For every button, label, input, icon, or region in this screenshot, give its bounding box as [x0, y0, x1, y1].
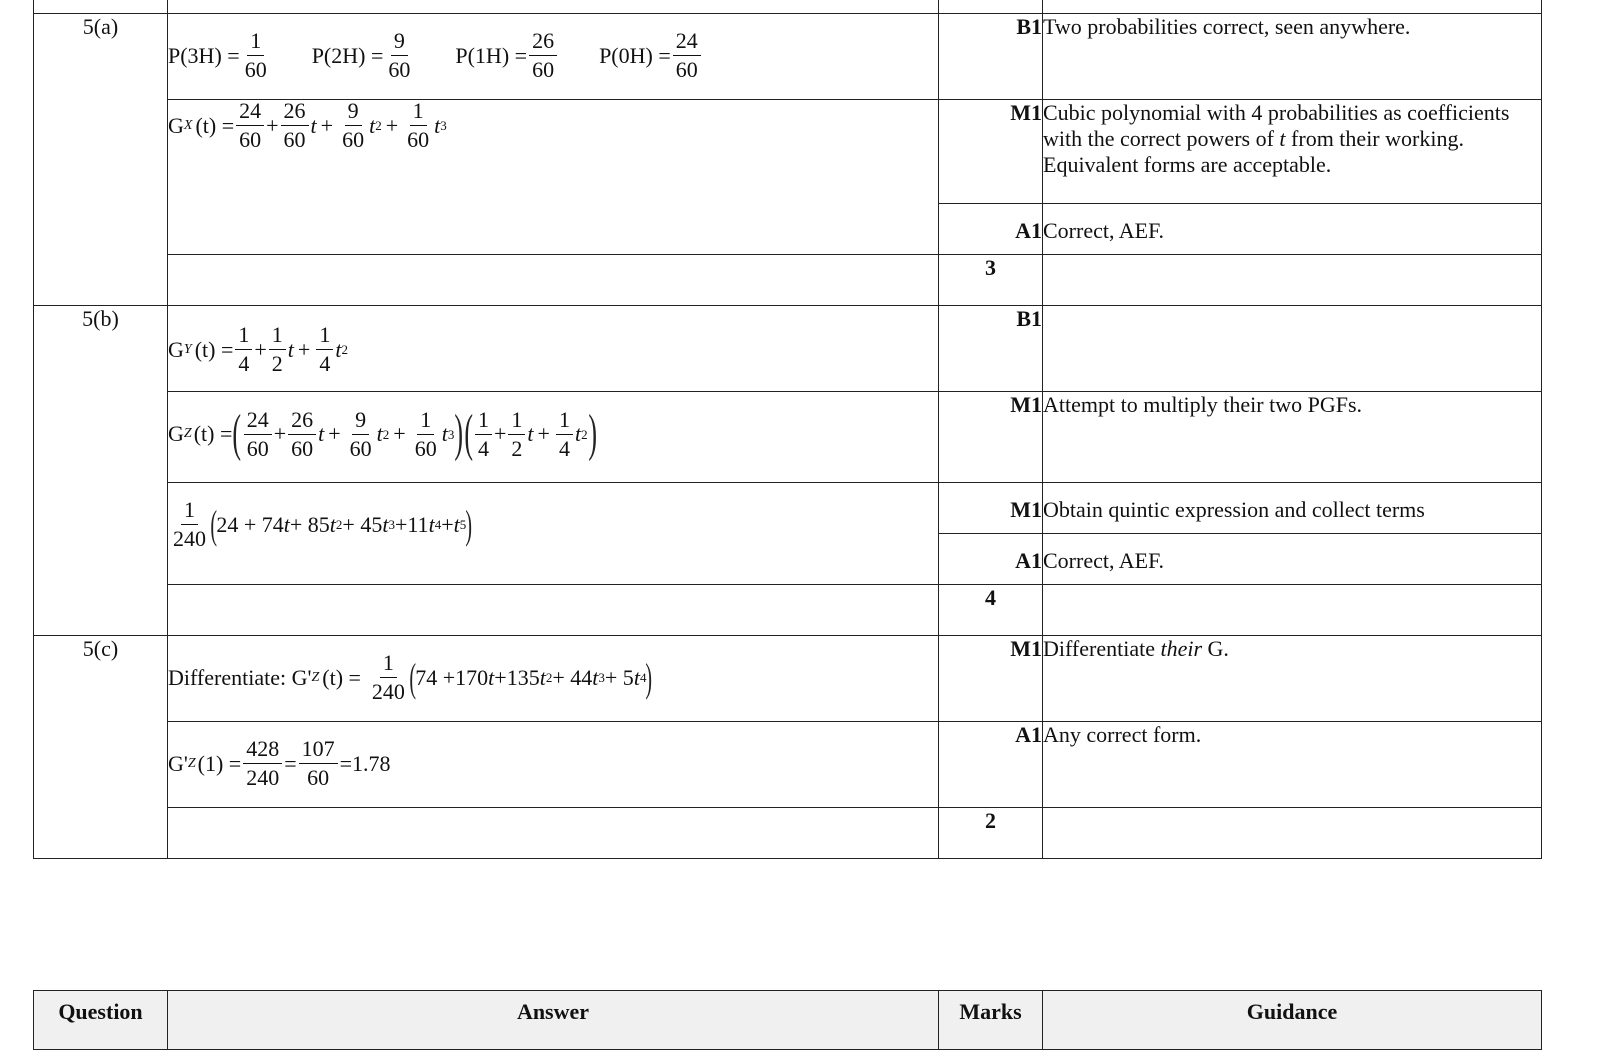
next-page-header [33, 990, 1542, 1050]
guidance-text: Obtain quintic expression and collect terms [1043, 483, 1542, 534]
mark-code: A1 [939, 722, 1043, 808]
derivative-formula: Differentiate: G' Z (t) = $\frac{1}{240}$ ( 74 +170 t +135 t 2 + 44 t 3 + 5 t 4 ) [168, 650, 653, 704]
table-row [34, 392, 1542, 483]
mark-code: M1 [939, 392, 1043, 483]
answer-cell [168, 14, 939, 100]
table-row [34, 0, 1542, 14]
answer-cell [168, 100, 939, 255]
gx-formula: G X (t) = $\frac{24}{60}$ + $\frac{26}{60}$ t + $\frac{9}{60}$ t 2 + $\frac{1}{60}$ t 3 [168, 98, 447, 152]
guidance-text: Cubic polynomial with 4 probabilities as coefficients with the correct powers of t from their working. Equivalent forms are acceptable. [1043, 100, 1542, 204]
guidance-text: Correct, AEF. [1043, 204, 1542, 255]
mark-code: M1 [939, 483, 1043, 534]
probabilities-formula: P(3H) = $\frac{1}{60}$ P(2H) = $\frac{9}{60}$ P(1H) = $\frac{26}{60}$ P(0H) = $\frac{24}{60}$ [168, 30, 703, 81]
guidance-text: Differentiate their G. [1043, 636, 1542, 722]
mark-code: B1 [939, 306, 1043, 392]
mark-code: A1 [939, 534, 1043, 585]
table-row [34, 585, 1542, 636]
guidance-text: Any correct form. [1043, 722, 1542, 808]
table-row [34, 255, 1542, 306]
quintic-formula: $\frac{1}{240}$ ( 24 + 74 t + 85 t 2 + 45 t 3 +11 t 4 + t 5 ) [173, 497, 473, 551]
header-question: Question [34, 991, 168, 1050]
answer-cell [168, 483, 939, 585]
mark-code: B1 [939, 14, 1043, 100]
table-row [34, 722, 1542, 808]
header-guidance: Guidance [1043, 991, 1542, 1050]
guidance-text: Attempt to multiply their two PGFs. [1043, 392, 1542, 483]
evaluation-formula: G' Z (1) = $\frac{428}{240}$ = $\frac{107}{60}$ =1.78 [168, 736, 391, 790]
answer-cell [168, 636, 939, 722]
question-label: 5(c) [34, 636, 168, 859]
table-row [34, 306, 1542, 392]
total-marks: 3 [939, 255, 1043, 306]
mark-scheme-table [33, 0, 1542, 859]
total-marks: 2 [939, 808, 1043, 859]
total-marks: 4 [939, 585, 1043, 636]
question-label: 5(a) [34, 14, 168, 306]
guidance-text: Correct, AEF. [1043, 534, 1542, 585]
table-row [34, 636, 1542, 722]
mark-code: M1 [939, 636, 1043, 722]
table-row [34, 808, 1542, 859]
gy-formula: G Y (t) = $\frac{1}{4}$ + $\frac{1}{2}$ t + $\frac{1}{4}$ t 2 [168, 322, 348, 376]
answer-cell [168, 392, 939, 483]
table-row [34, 14, 1542, 100]
answer-cell [168, 306, 939, 392]
answer-cell [168, 722, 939, 808]
table-row [34, 100, 1542, 204]
header-marks: Marks [939, 991, 1043, 1050]
gz-formula: G Z (t) = ( $\frac{24}{60}$ + $\frac{26}{60}$ t + $\frac{9}{60}$ t 2 + $\frac{1}{60}$ t 3 ) ( $\frac{1}{4}$ + $\frac{1}{2}$ t + $\frac{1}{4}$ t 2 ) [168, 405, 597, 462]
question-label: 5(b) [34, 306, 168, 636]
header-answer: Answer [168, 991, 939, 1050]
mark-code: M1 [939, 100, 1043, 204]
guidance-text [1043, 306, 1542, 392]
table-row [34, 483, 1542, 534]
mark-code: A1 [939, 204, 1043, 255]
guidance-text: Two probabilities correct, seen anywhere. [1043, 14, 1542, 100]
